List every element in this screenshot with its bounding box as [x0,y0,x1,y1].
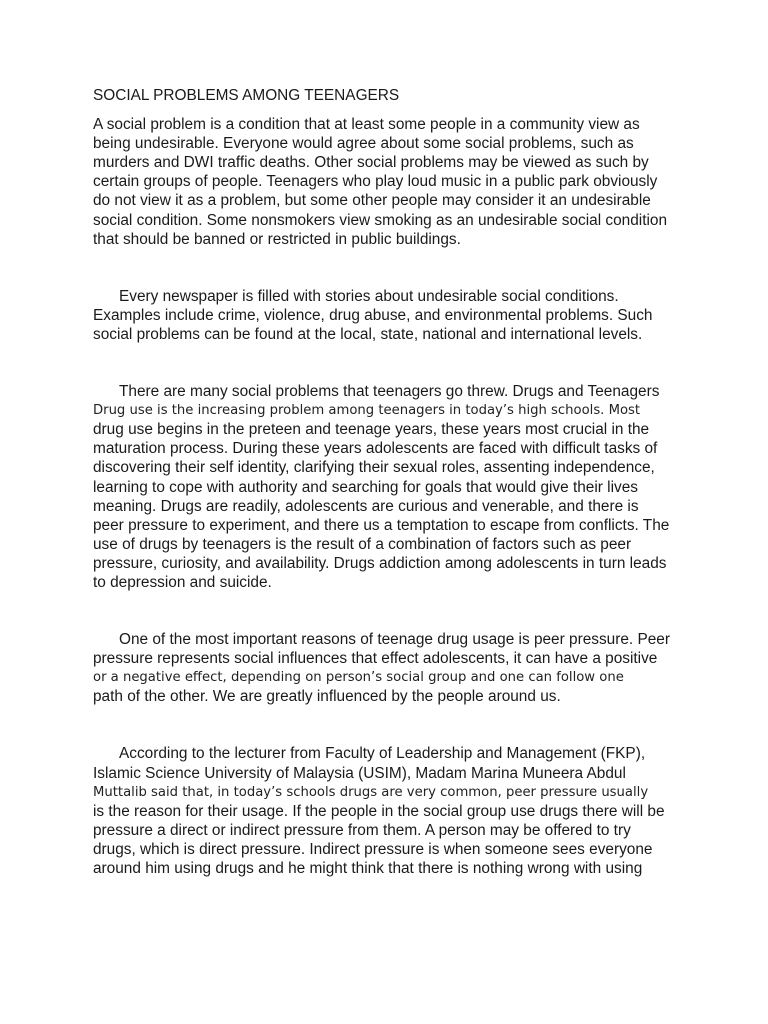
paragraph-5 [93,744,677,878]
text-line: Drug use is the increasing problem among teenagers in today’s high schools. Most [93,403,641,419]
text-line: to depression and suicide. [93,573,272,591]
text-line: path of the other. We are greatly influenced by the people around us. [93,688,561,706]
text-line: certain groups of people. Teenagers who play loud music in a public park obviously [93,173,658,191]
text-line: social problems can be found at the local, state, national and international levels. [93,325,643,343]
text-line: peer pressure to experiment, and there us a temptation to escape from conflicts. The [93,516,670,534]
paragraph-1 [93,115,677,249]
text-line: maturation process. During these years adolescents are faced with difficult tasks of [93,440,658,458]
text-line: use of drugs by teenagers is the result of a combination of factors such as peer [93,535,632,553]
text-line: pressure a direct or indirect pressure from them. A person may be offered to try [93,821,631,839]
text-line: drug use begins in the preteen and teenage years, these years most crucial in the [93,421,650,439]
text-line: Examples include crime, violence, drug abuse, and environmental problems. Such [93,306,653,324]
text-line: Every newspaper is filled with stories about undesirable social conditions. [119,287,619,305]
text-line: One of the most important reasons of teenage drug usage is peer pressure. Peer [119,631,670,649]
text-line: around him using drugs and he might think that there is nothing wrong with using [93,860,643,877]
text-line: pressure represents social influences that effect adolescents, it can have a positive [93,650,658,668]
text-line: drugs, which is direct pressure. Indirect pressure is when someone sees everyone [93,840,653,858]
document-title: SOCIAL PROBLEMS AMONG TEENAGERS [93,87,400,104]
paragraph-4 [93,630,677,706]
text-line: being undesirable. Everyone would agree about some social problems, such as [93,135,634,153]
text-line: that should be banned or restricted in public buildings. [93,230,461,248]
text-line: There are many social problems that teenagers go threw. Drugs and Teenagers [119,383,660,401]
text-line: A social problem is a condition that at least some people in a community view as [93,116,640,134]
document-body [93,86,677,878]
text-line: Muttalib said that, in today’s schools drugs are very common, peer pressure usually [93,784,649,800]
text-line: discovering their self identity, clarifying their sexual roles, assenting independence, [93,459,655,477]
text-line: social condition. Some nonsmokers view smoking as an undesirable social condition [93,211,668,229]
text-line: learning to cope with authority and searching for goals that would give their lives [93,478,638,496]
text-line: or a negative effect, depending on person’s social group and one can follow one [93,670,624,686]
text-line: pressure, curiosity, and availability. Drugs addiction among adolescents in turn leads [93,554,667,572]
text-line: Islamic Science University of Malaysia (USIM), Madam Marina Muneera Abdul [93,764,626,782]
text-line: is the reason for their usage. If the people in the social group use drugs there will be [93,802,665,820]
text-line: meaning. Drugs are readily, adolescents are curious and venerable, and there is [93,497,639,515]
text-line: According to the lecturer from Faculty of Leadership and Management (FKP), [119,745,646,763]
paragraph-3 [93,382,677,592]
text-line: murders and DWI traffic deaths. Other social problems may be viewed as such by [93,154,649,172]
text-line: do not view it as a problem, but some other people may consider it an undesirable [93,192,651,210]
paragraph-2 [93,287,677,344]
